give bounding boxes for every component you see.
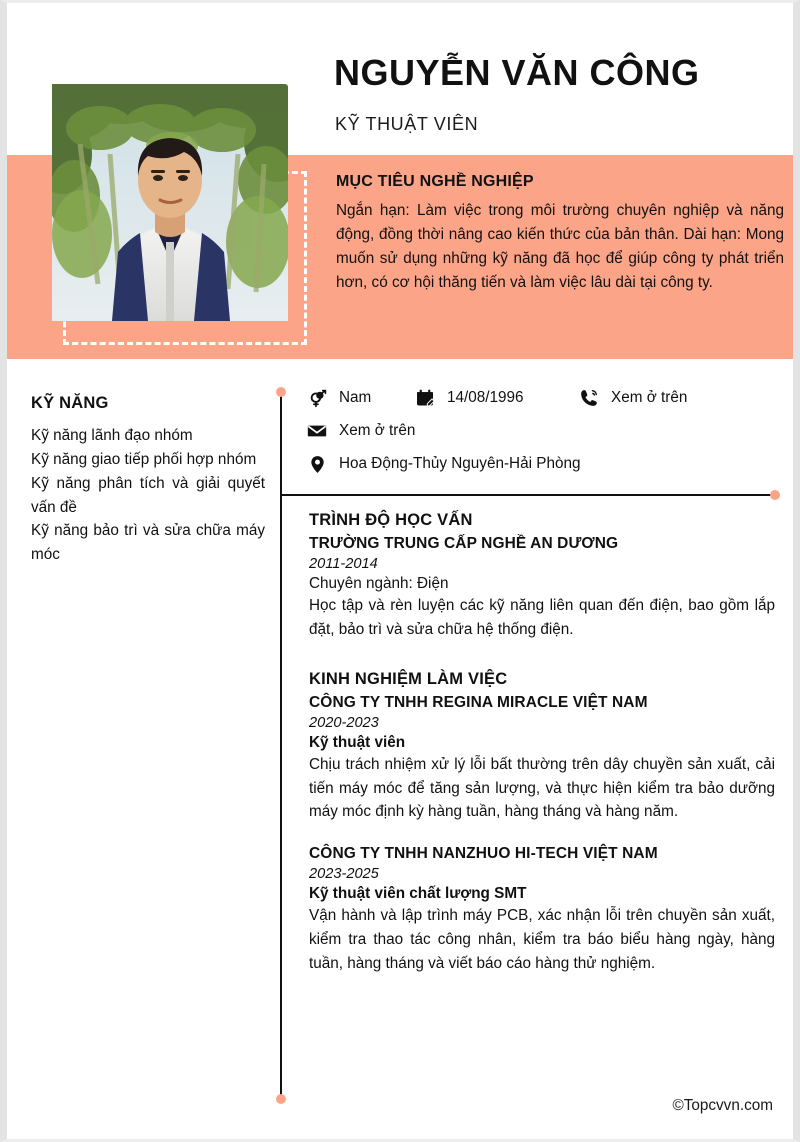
- portrait-photo-illustration: [52, 84, 288, 321]
- contact-phone: [578, 387, 687, 409]
- skills-heading: KỸ NĂNG: [31, 394, 109, 412]
- contact-row-primary: [306, 387, 776, 409]
- experience-position: Kỹ thuật viên: [309, 733, 406, 751]
- cv-sheet: [7, 3, 793, 1139]
- contact-info: [306, 387, 776, 486]
- career-objective-heading: MỤC TIÊU NGHỀ NGHIỆP: [336, 173, 534, 190]
- contact-email: [306, 420, 415, 442]
- job-title-subtitle: KỸ THUẬT VIÊN: [335, 114, 479, 134]
- experience-entry: [309, 694, 775, 825]
- contact-gender-value: Nam: [339, 389, 372, 406]
- section-spacer: [309, 644, 775, 670]
- experience-company: CÔNG TY TNHH NANZHUO HI-TECH VIỆT NAM: [309, 845, 658, 863]
- avatar: [52, 84, 288, 321]
- list-item: Kỹ năng phân tích và giải quyết vấn đề: [31, 474, 265, 516]
- envelope-icon: [306, 420, 328, 442]
- list-item: Kỹ năng lãnh đạo nhóm: [31, 427, 193, 444]
- contact-phone-value: Xem ở trên: [611, 389, 688, 406]
- timeline-dot-right: [770, 490, 780, 500]
- experience-entry: [309, 845, 775, 976]
- footer-credit: ©Topcvvn.com: [672, 1097, 773, 1114]
- calendar-icon: [414, 387, 436, 409]
- experience-section: [309, 670, 775, 976]
- experience-heading: KINH NGHIỆM LÀM VIỆC: [309, 669, 508, 688]
- education-heading: TRÌNH ĐỘ HỌC VẤN: [309, 511, 473, 529]
- experience-period: 2020-2023: [309, 714, 379, 731]
- gender-icon: [306, 387, 328, 409]
- timeline-dot-top: [276, 387, 286, 397]
- education-major: Chuyên ngành: Điện: [309, 575, 449, 592]
- career-objective-section: [336, 173, 784, 296]
- education-entry: [309, 535, 775, 642]
- skills-section: [31, 394, 265, 567]
- career-objective-body: Ngắn hạn: Làm việc trong môi trường chuyên nghiệp và năng động, đồng thời nâng cao kiến thức của bản thân. Dài hạn: Mong muốn sử dụng những kỹ năng đã học để giúp công ty phát triển hơn, có cơ hội thăng tiến và làm việc lâu dài tại công ty.: [336, 202, 784, 292]
- phone-icon: [578, 387, 600, 409]
- education-school: TRƯỜNG TRUNG CẤP NGHỀ AN DƯƠNG: [309, 535, 619, 552]
- contact-row-address: [306, 453, 776, 475]
- contact-row-email: [306, 420, 776, 442]
- entry-spacer: [309, 826, 775, 845]
- timeline-dot-bottom: [276, 1094, 286, 1104]
- education-period: 2011-2014: [309, 556, 378, 572]
- contact-dob: [414, 387, 578, 409]
- education-description: Học tập và rèn luyện các kỹ năng liên quan đến điện, bao gồm lắp đặt, bảo trì và sửa chữa hệ thống điện.: [309, 597, 775, 638]
- contact-address: [306, 453, 581, 475]
- contact-gender: [306, 387, 414, 409]
- experience-company: CÔNG TY TNHH REGINA MIRACLE VIỆT NAM: [309, 693, 648, 711]
- main-content: [309, 511, 775, 978]
- education-section: [309, 511, 775, 642]
- page-title: NGUYỄN VĂN CÔNG: [334, 52, 700, 93]
- contact-dob-value: 14/08/1996: [447, 389, 524, 406]
- experience-description: Chịu trách nhiệm xử lý lỗi bất thường trên dây chuyền sản xuất, cải tiến máy móc để tăng sản lượng, và thực hiện kiểm tra bảo dưỡng máy móc định kỳ hàng tuần, hàng tháng và hàng năm.: [309, 755, 775, 821]
- experience-description: Vận hành và lập trình máy PCB, xác nhận lỗi trên chuyền sản xuất, kiểm tra thao tác công nhân, kiểm tra báo biểu hàng ngày, hàng tuần, hàng tháng và viết báo cáo hàng thử nghiệm.: [309, 907, 775, 973]
- timeline-vertical-rule: [280, 391, 282, 1099]
- experience-position: Kỹ thuật viên chất lượng SMT: [309, 885, 527, 903]
- list-item: Kỹ năng bảo trì và sửa chữa máy móc: [31, 522, 265, 564]
- list-item: Kỹ năng giao tiếp phối hợp nhóm: [31, 450, 257, 468]
- experience-period: 2023-2025: [309, 866, 379, 883]
- timeline-horizontal-rule: [280, 494, 774, 496]
- location-pin-icon: [306, 453, 328, 475]
- contact-address-value: Hoa Động-Thủy Nguyên-Hải Phòng: [339, 455, 581, 472]
- contact-email-value: Xem ở trên: [339, 422, 416, 439]
